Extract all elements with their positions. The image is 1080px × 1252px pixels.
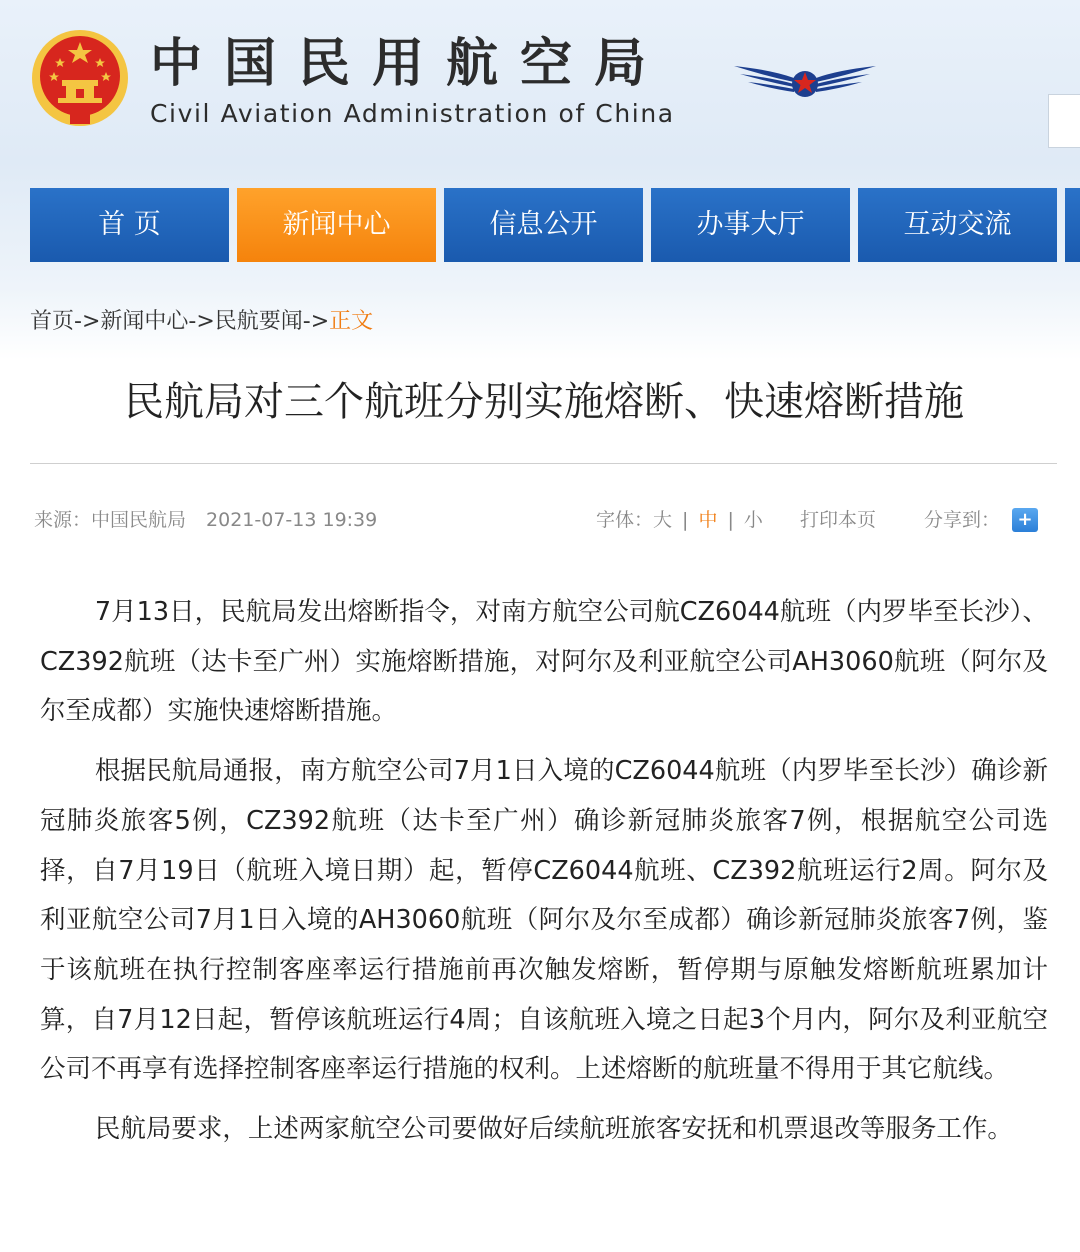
nav-item-home[interactable]: 首 页 [30, 188, 229, 262]
font-size-controls [596, 506, 763, 534]
article-paragraph: 民航局要求，上述两家航空公司要做好后续航班旅客安抚和机票退改等服务工作。 [94, 1114, 1013, 1145]
nav-item-news-center[interactable]: 新闻中心 [237, 188, 436, 262]
font-size-small[interactable]: 小 [743, 509, 763, 531]
site-title-english: Civil Aviation Administration of China [150, 99, 675, 128]
search-input[interactable] [1048, 94, 1080, 148]
breadcrumb-news-link[interactable]: 新闻中心 [100, 309, 189, 334]
article-body [40, 588, 1048, 1165]
breadcrumb-current: 正文 [329, 309, 374, 334]
article-paragraph: 根据民航局通报，南方航空公司7月1日入境的CZ6044航班（内罗毕至长沙）确诊新冠肺炎旅客5例，CZ392航班（达卡至广州）确诊新冠肺炎旅客7例，根据航空公司选择，自7月19日（航班入境日期）起，暂停CZ6044航班、CZ392航班运行2周。阿尔及利亚航空公司7月1日入境的AH3060航班（阿尔及尔至成都）确诊新冠肺炎旅客7例，鉴于该航班在执行控制客座率运行措施前再次触发熔断，暂停期与原触发熔断航班累加计算，自7月12日起，暂停该航班运行4周；自该航班入境之日起3个月内，阿尔及利亚航空公司不再享有选择控制客座率运行措施的权利。上述熔断的航班量不得用于其它航线。 [40, 756, 1048, 1085]
national-emblem-icon [30, 28, 130, 130]
print-page-link[interactable]: 打印本页 [800, 509, 877, 531]
breadcrumb-separator: -> [302, 309, 330, 334]
article-meta [34, 506, 377, 534]
site-title-chinese: 中国民用航空局 [150, 34, 669, 94]
font-size-separator: | [682, 509, 689, 531]
article-paragraph: 7月13日，民航局发出熔断指令，对南方航空公司航CZ6044航班（内罗毕至长沙）、CZ392航班（达卡至广州）实施熔断措施，对阿尔及利亚航空公司AH3060航班（阿尔及尔至成都）实施快速熔断措施。 [40, 597, 1048, 727]
font-size-separator: | [727, 509, 734, 531]
breadcrumb-category-link[interactable]: 民航要闻 [214, 309, 303, 334]
caac-wings-logo-icon [732, 58, 878, 106]
font-size-label: 字体： [596, 509, 654, 531]
breadcrumb-separator: -> [188, 309, 215, 334]
main-navigation [30, 188, 1080, 262]
plus-icon[interactable]: + [1012, 508, 1038, 532]
title-divider [30, 463, 1057, 464]
article-date: 2021-07-13 19:39 [206, 509, 378, 531]
share-label: 分享到： [924, 509, 1001, 531]
font-size-large[interactable]: 大 [653, 509, 673, 531]
breadcrumb-home-link[interactable]: 首页 [30, 309, 75, 334]
font-size-medium[interactable]: 中 [698, 509, 718, 531]
breadcrumb-separator: -> [74, 309, 101, 334]
nav-item-interaction[interactable]: 互动交流 [858, 188, 1057, 262]
breadcrumb [30, 306, 373, 338]
article-title: 民航局对三个航班分别实施熔断、快速熔断措施 [124, 379, 964, 425]
article-source: 来源：中国民航局 [34, 509, 187, 531]
nav-item-information-disclosure[interactable]: 信息公开 [444, 188, 643, 262]
nav-item-service-hall[interactable]: 办事大厅 [651, 188, 850, 262]
nav-item-overflow[interactable] [1065, 188, 1080, 262]
